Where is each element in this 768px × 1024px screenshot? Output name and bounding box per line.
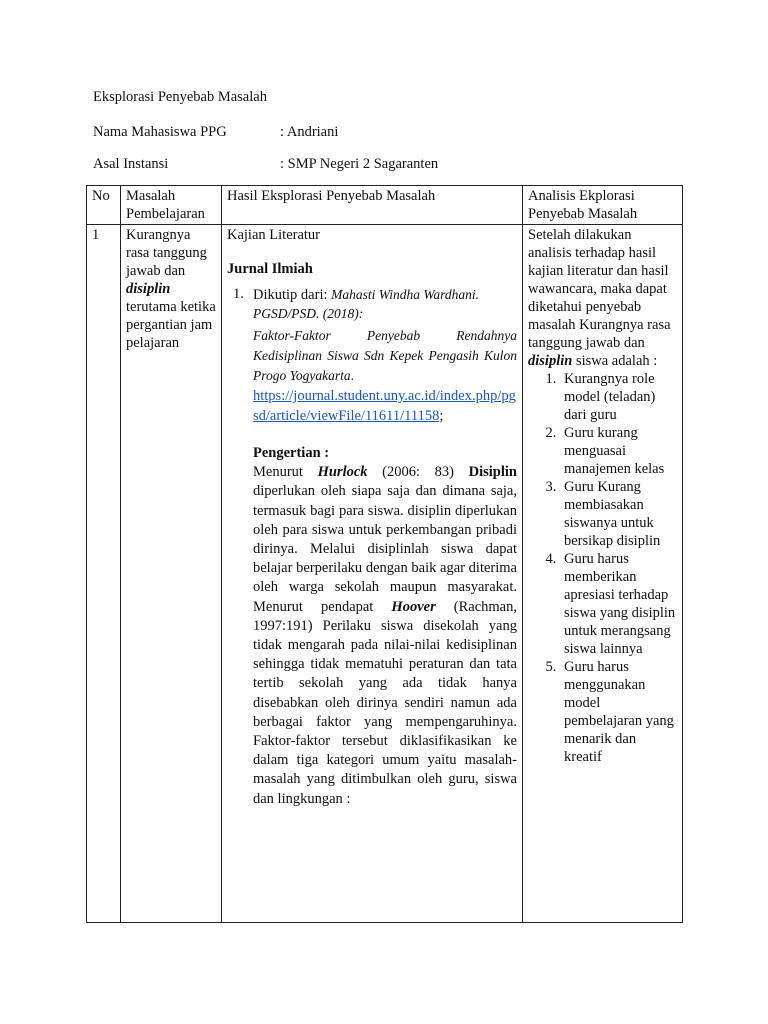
exploration-table xyxy=(86,185,683,923)
list-item: 4. Guru harus memberikan apresiasi terhadap siswa yang disiplin untuk merangsang siswa lainnya xyxy=(560,550,677,658)
definition-text-3: diperlukan oleh siapa saja dan dimana saja, termasuk bagi para siswa. disiplin diperlukan oleh para siswa untuk perkembangan pribadi dirinya. Melalui disiplinlah siswa dapat belajar berperilaku dengan baik agar diterima oleh warga sekolah maupun masyarakat. Menurut pendapat xyxy=(253,483,517,615)
institution-value: : SMP Negeri 2 Sagaranten xyxy=(280,156,439,172)
header-analysis: Analisis Ekplorasi Penyebab Masalah xyxy=(523,186,683,225)
reference-link[interactable]: https://journal.student.uny.ac.id/index.php/pgsd/article/viewFile/11611/11158 xyxy=(253,388,516,424)
problem-text-post: terutama ketika pergantian jam pelajaran xyxy=(126,299,216,351)
reference-link-end: ; xyxy=(439,408,444,424)
analysis-intro xyxy=(528,226,677,370)
list-item: 3. Guru Kurang membiasakan siswanya untuk bersikap disiplin xyxy=(560,478,677,550)
table-header-row xyxy=(87,186,683,225)
problem-cell xyxy=(121,225,222,923)
analysis-intro-end: siswa adalah : xyxy=(572,353,658,369)
definition-author-hurlock: Hurlock xyxy=(317,464,368,481)
header-exploration: Hasil Eksplorasi Penyebab Masalah xyxy=(222,186,523,225)
problem-emphasis: disiplin xyxy=(126,281,171,297)
definition-text-4: (Rachman, 1997:191) Perilaku siswa disekolah yang tidak mengarah pada nilai-nilai kedisiplinan sehingga tidak mematuhi peraturan dan tata tertib sekolah yang ada tidak hanya disebabkan oleh dirinya sendiri namun ada berbagai faktor yang mempengaruhinya. Faktor-faktor tersebut diklasifikasikan ke dalam tiga kategori umum yaitu masalah-masalah yang ditimbulkan oleh guru, siswa dan lingkungan : xyxy=(253,598,517,807)
reference-title-end: . xyxy=(350,368,355,383)
list-item: 1. Kurangnya role model (teladan) dari guru xyxy=(560,370,677,424)
reference-title: Faktor-Faktor Penyebab Rendahnya Kedisiplinan Siswa Sdn Kepek Pengasih Kulon Progo Yogyakarta xyxy=(253,328,517,383)
header-no: No xyxy=(87,186,121,225)
student-name-label: Nama Mahasiswa PPG xyxy=(93,124,227,140)
institution-label: Asal Instansi xyxy=(93,156,169,172)
definition-term: Disiplin xyxy=(468,464,517,481)
row-number: 1 xyxy=(87,225,121,923)
analysis-intro-text: Setelah dilakukan analisis terhadap hasil kajian literatur dan hasil wawancara, maka dapat diketahui penyebab masalah Kurangnya rasa tanggung jawab dan xyxy=(528,227,671,351)
subsection-heading: Jurnal Ilmiah xyxy=(227,261,313,277)
definition-text-1: Menurut xyxy=(253,464,318,481)
student-name-row xyxy=(93,123,339,141)
reference-title-block xyxy=(253,326,517,386)
exploration-cell xyxy=(222,225,523,923)
list-item: 5. Guru harus menggunakan model pembelajaran yang menarik dan kreatif xyxy=(560,658,677,766)
list-item: 2. Guru kurang menguasai manajemen kelas xyxy=(560,424,677,478)
causes-list xyxy=(528,370,677,766)
definition-author-hoover: Hoover xyxy=(391,598,436,615)
section-heading: Kajian Literatur xyxy=(227,227,320,243)
definition-heading: Pengertian : xyxy=(253,445,330,461)
reference-link-block xyxy=(253,386,517,426)
document-title: Eksplorasi Penyebab Masalah xyxy=(93,89,267,105)
table-row xyxy=(87,225,683,923)
reference-author: Mahasti Windha Wardhani. PGSD/PSD. (2018): xyxy=(253,287,480,321)
problem-text-pre: Kurangnya rasa tanggung jawab dan xyxy=(126,227,207,279)
reference-number: 1. xyxy=(233,286,244,302)
analysis-emphasis: disiplin xyxy=(528,353,573,369)
institution-row xyxy=(93,155,439,173)
definition-block xyxy=(227,444,517,809)
definition-text-2: (2006: 83) xyxy=(367,464,469,481)
reference-item xyxy=(227,286,517,426)
header-problem: Masalah Pembelajaran xyxy=(121,186,222,225)
reference-prefix: Dikutip dari: xyxy=(253,287,332,303)
analysis-cell xyxy=(523,225,683,923)
student-name-value: : Andriani xyxy=(280,124,339,140)
